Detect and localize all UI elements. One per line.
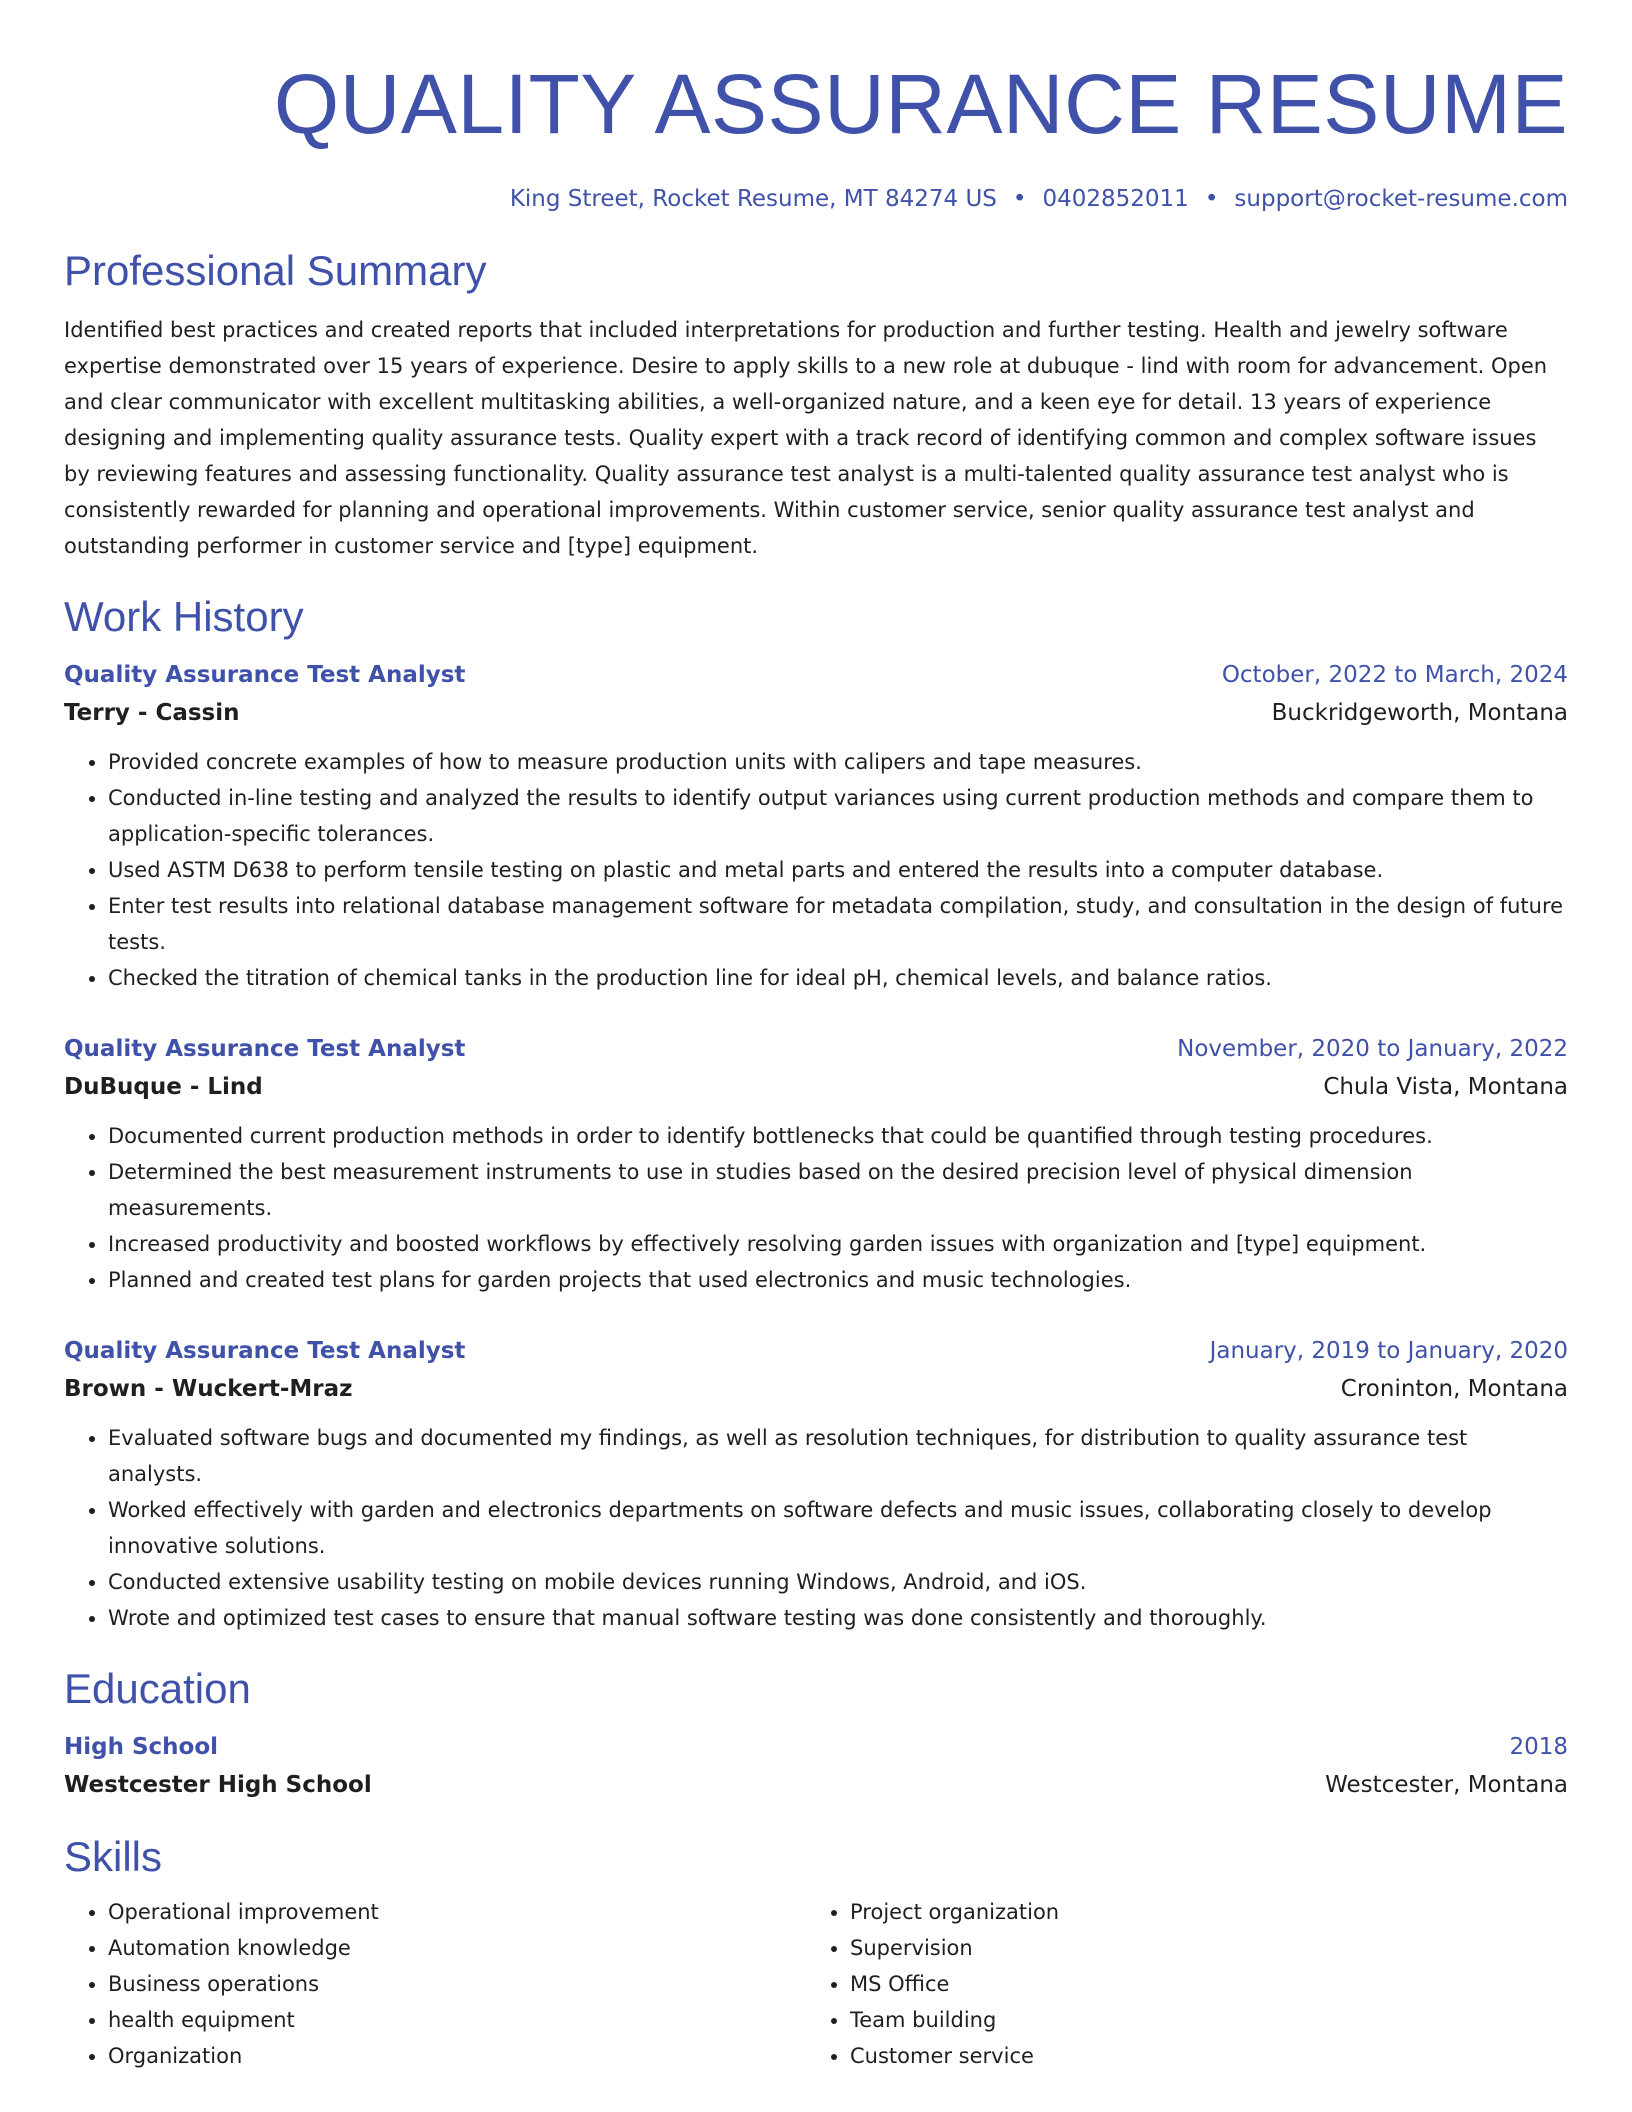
contact-line [64, 184, 1568, 214]
job-dates: January, 2019 to January, 2020 [1209, 1338, 1568, 1364]
skill-item: • MS Office [850, 1966, 1548, 2002]
job-bullet: • Determined the best measurement instruments to use in studies based on the desired precision level of physical dimension measurements. [108, 1154, 1568, 1226]
skills-column-left [64, 1894, 806, 2074]
job-location: Chula Vista, Montana [1323, 1074, 1568, 1100]
job-bullet: • Used ASTM D638 to perform tensile testing on plastic and metal parts and entered the results into a computer database. [108, 852, 1568, 888]
job-bullet: • Wrote and optimized test cases to ensure that manual software testing was done consistently and thoroughly. [108, 1600, 1568, 1636]
education-school: Westcester High School [64, 1772, 372, 1798]
skill-item: • Supervision [850, 1930, 1548, 1966]
job-location: Buckridgeworth, Montana [1271, 700, 1568, 726]
work-history-section [64, 592, 1568, 1636]
job-dates: November, 2020 to January, 2022 [1177, 1036, 1568, 1062]
job-bullet: • Worked effectively with garden and electronics departments on software defects and music issues, collaborating closely to develop innovative solutions. [108, 1492, 1568, 1564]
job-entry [64, 1030, 1568, 1298]
skill-item: • Customer service [850, 2038, 1548, 2074]
job-bullet: • Conducted in-line testing and analyzed the results to identify output variances using current production methods and compare them to application-specific tolerances. [108, 780, 1568, 852]
job-bullets [64, 744, 1568, 996]
contact-address: King Street, Rocket Resume, MT 84274 US [509, 186, 997, 212]
job-company: Terry - Cassin [64, 700, 240, 726]
skill-item: • Automation knowledge [108, 1930, 806, 1966]
work-history-heading: Work History [64, 593, 304, 640]
job-bullet: • Provided concrete examples of how to measure production units with calipers and tape measures. [108, 744, 1568, 780]
skill-item: • health equipment [108, 2002, 806, 2038]
job-bullet: • Conducted extensive usability testing on mobile devices running Windows, Android, and iOS. [108, 1564, 1568, 1600]
job-entry [64, 656, 1568, 996]
contact-separator: • [1012, 186, 1027, 212]
contact-email: support@rocket-resume.com [1234, 186, 1568, 212]
education-section [64, 1664, 1568, 1804]
education-entry [64, 1728, 1568, 1804]
education-degree: High School [64, 1734, 219, 1760]
skills-grid [64, 1894, 1568, 2074]
resume-header [64, 56, 1568, 214]
job-entry [64, 1332, 1568, 1636]
job-bullet: • Enter test results into relational database management software for metadata compilation, study, and consultation in the design of future tests. [108, 888, 1568, 960]
contact-phone: 0402852011 [1042, 186, 1189, 212]
job-bullet: • Increased productivity and boosted workflows by effectively resolving garden issues with organization and [type] equipment. [108, 1226, 1568, 1262]
education-heading: Education [64, 1665, 251, 1712]
skills-section [64, 1832, 1568, 2074]
job-bullets [64, 1118, 1568, 1298]
contact-separator: • [1204, 186, 1219, 212]
job-bullet: • Planned and created test plans for garden projects that used electronics and music technologies. [108, 1262, 1568, 1298]
job-company: DuBuque - Lind [64, 1074, 263, 1100]
skill-item: • Team building [850, 2002, 1548, 2038]
job-bullet: • Documented current production methods in order to identify bottlenecks that could be quantified through testing procedures. [108, 1118, 1568, 1154]
skills-heading: Skills [64, 1833, 163, 1880]
resume-title: QUALITY ASSURANCE RESUME [273, 57, 1568, 151]
job-title: Quality Assurance Test Analyst [64, 662, 466, 688]
job-title: Quality Assurance Test Analyst [64, 1338, 466, 1364]
job-bullet: • Checked the titration of chemical tanks in the production line for ideal pH, chemical levels, and balance ratios. [108, 960, 1568, 996]
summary-heading: Professional Summary [64, 247, 487, 294]
skill-item: • Business operations [108, 1966, 806, 2002]
job-bullets [64, 1420, 1568, 1636]
summary-text: Identified best practices and created reports that included interpretations for production and further testing. Health and jewelry software expertise demonstrated over 15 years of experience. Desire to apply skills to a new role at dubuque - lind with room for advancement. Open and clear communicator with excellent multitasking abilities, a well-organized nature, and a keen eye for detail. 13 years of experience designing and implementing quality assurance tests. Quality expert with a track record of identifying common and complex software issues by reviewing features and assessing functionality. Quality assurance test analyst is a multi-talented quality assurance test analyst who is consistently rewarded for planning and operational improvements. Within customer service, senior quality assurance test analyst and outstanding performer in customer service and [type] equipment. [64, 318, 1548, 558]
skills-column-right [806, 1894, 1548, 2074]
skill-item: • Operational improvement [108, 1894, 806, 1930]
skill-item: • Project organization [850, 1894, 1548, 1930]
skill-item: • Organization [108, 2038, 806, 2074]
job-dates: October, 2022 to March, 2024 [1221, 662, 1568, 688]
job-company: Brown - Wuckert-Mraz [64, 1376, 353, 1402]
education-location: Westcester, Montana [1325, 1772, 1568, 1798]
education-year: 2018 [1509, 1734, 1568, 1760]
job-location: Croninton, Montana [1340, 1376, 1568, 1402]
job-title: Quality Assurance Test Analyst [64, 1036, 466, 1062]
job-bullet: • Evaluated software bugs and documented my findings, as well as resolution techniques, for distribution to quality assurance test analysts. [108, 1420, 1568, 1492]
